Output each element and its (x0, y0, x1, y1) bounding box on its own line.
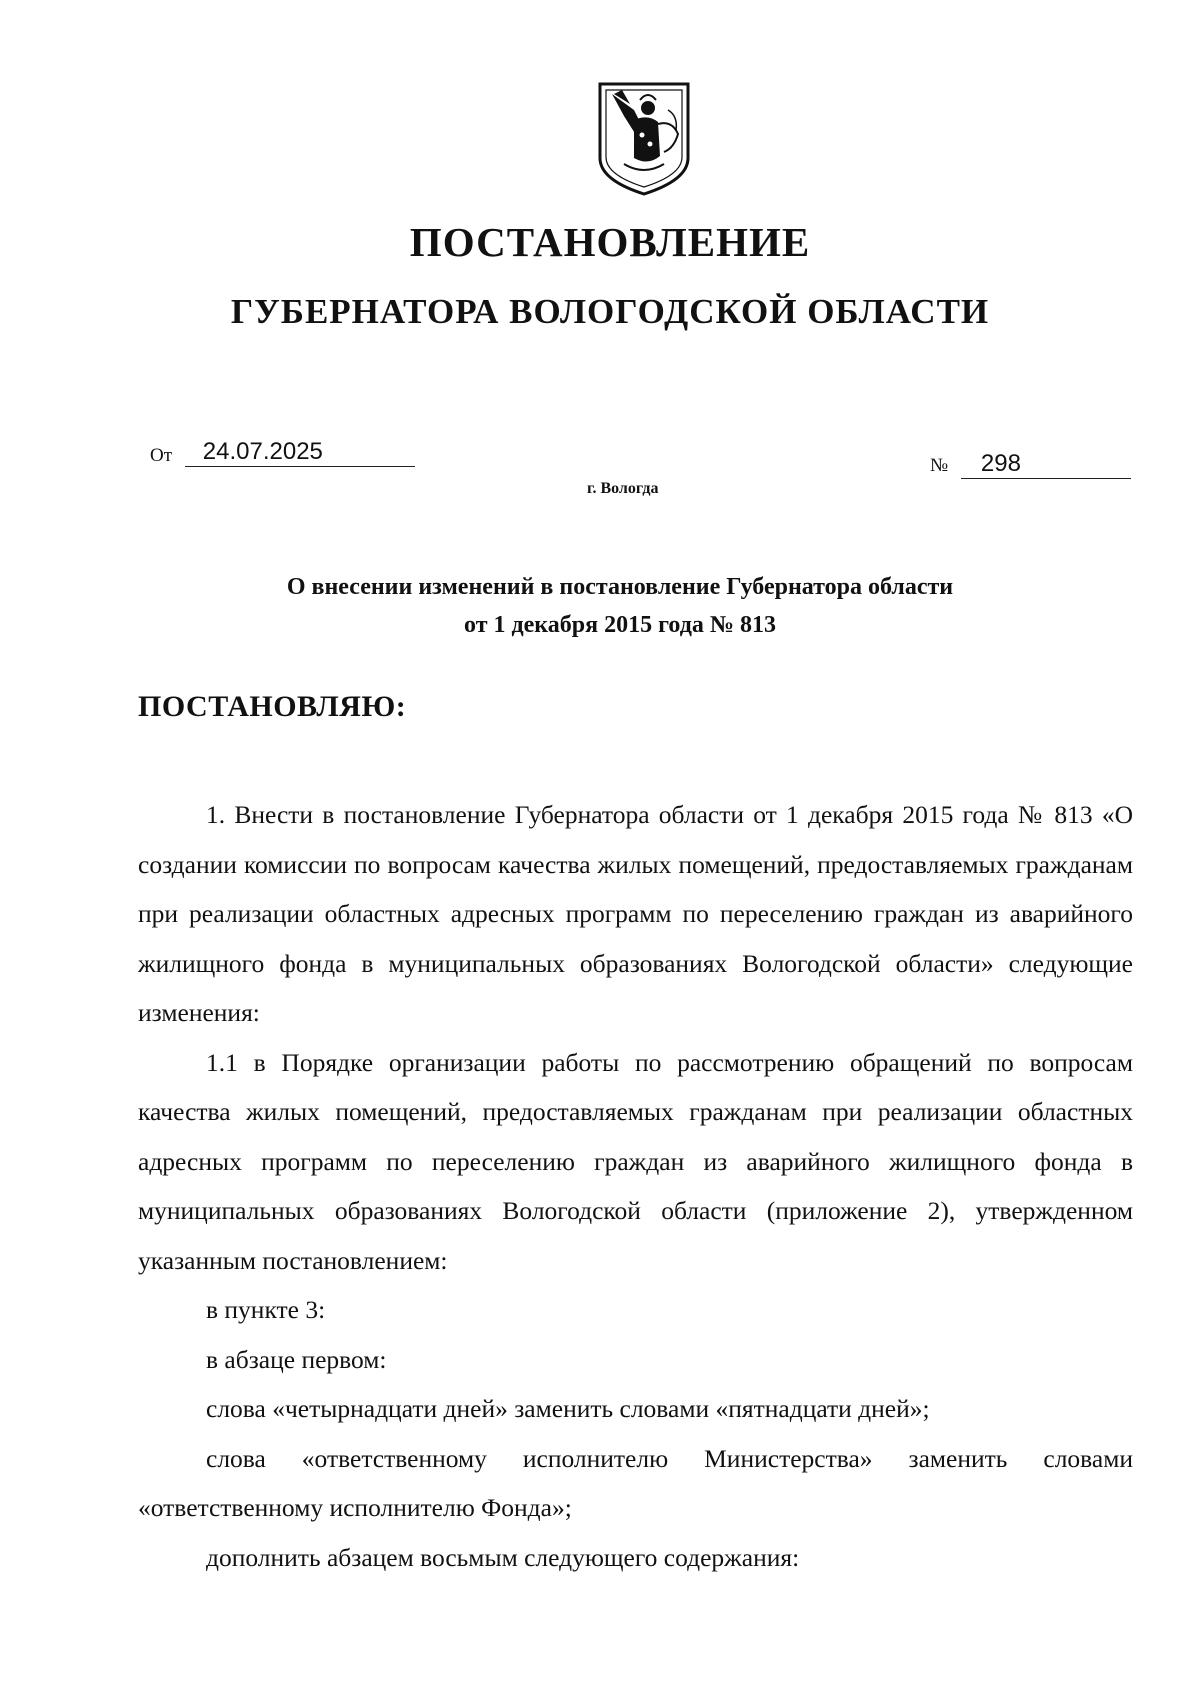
document-body (138, 790, 1133, 1582)
paragraph-1-1: 1.1 в Порядке организации работы по рассмотрению обращений по вопросам качества жилых помещений, предоставляемых гражданам при реализации областных адресных программ по переселению граждан из аварийного жилищного фонда в муниципальных образованиях Вологодской области (приложение 2), утвержденном указанным постановлением: (138, 1047, 1133, 1275)
subject-line-1: О внесении изменений в постановление Губернатора области (286, 574, 954, 600)
decree-heading: ПОСТАНОВЛЯЮ: (138, 690, 407, 723)
subject-line-2: от 1 декабря 2015 года № 813 (464, 612, 776, 638)
city-label: г. Вологда (587, 480, 659, 497)
number-field: 298 (961, 450, 1131, 479)
paragraph-replace-executor: слова «ответственному исполнителю Министерства» заменить словами «ответственному исполнителю Фонда»; (138, 1443, 1133, 1522)
paragraph-replace-days: слова «четырнадцати дней» заменить словами «пятнадцати дней»; (206, 1394, 930, 1423)
number-row (930, 450, 1131, 479)
document-subtitle: ГУБЕРНАТОРА ВОЛОГОДСКОЙ ОБЛАСТИ (230, 292, 990, 331)
document-title: ПОСТАНОВЛЕНИЕ (409, 219, 811, 265)
paragraph-point-3: в пункте 3: (206, 1295, 326, 1324)
date-label: От (150, 445, 173, 466)
paragraph-first-subparagraph: в абзаце первом: (206, 1344, 387, 1374)
coat-of-arms-icon (594, 80, 694, 198)
document-subject (200, 568, 1040, 644)
paragraph-add-eighth: дополнить абзацем восьмым следующего содержания: (206, 1542, 800, 1572)
paragraph-1: 1. Внести в постановление Губернатора области от 1 декабря 2015 года № 813 «О создании комиссии по вопросам качества жилых помещений, предоставляемых гражданам при реализации областных адресных программ по переселению граждан из аварийного жилищного фонда в муниципальных образованиях Вологодской области» следующие изменения: (138, 800, 1133, 1027)
date-row (150, 438, 415, 467)
date-field: 24.07.2025 (185, 438, 415, 467)
number-label: № (930, 455, 949, 476)
